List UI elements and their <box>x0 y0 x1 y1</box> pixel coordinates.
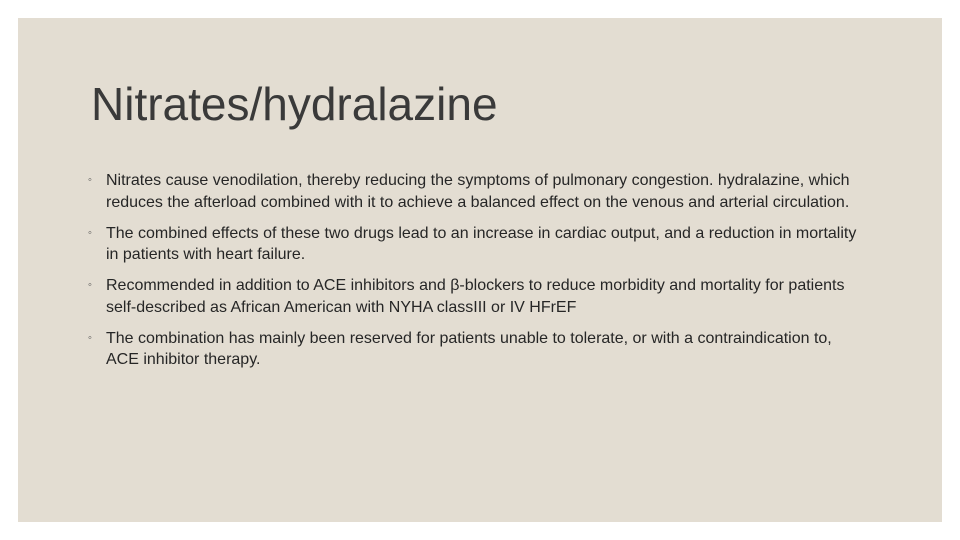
bullet-list <box>88 170 868 380</box>
bullet-item <box>88 275 868 318</box>
bullet-marker-icon: ◦ <box>88 331 92 344</box>
bullet-item <box>88 328 868 371</box>
bullet-text: The combination has mainly been reserved for patients unable to tolerate, or with a contraindication to, ACE inhibitor therapy. <box>106 329 832 368</box>
bullet-text: Recommended in addition to ACE inhibitors and β-blockers to reduce morbidity and mortality for patients self-described as African American with NYHA classIII or IV HFrEF <box>106 277 845 316</box>
bullet-item <box>88 223 868 266</box>
bullet-item <box>88 170 868 213</box>
bullet-text: The combined effects of these two drugs lead to an increase in cardiac output, and a reduction in mortality in patients with heart failure. <box>106 224 857 263</box>
bullet-text: Nitrates cause venodilation, thereby reducing the symptoms of pulmonary congestion. hydralazine, which reduces the afterload combined with it to achieve a balanced effect on the venous and arterial circulation. <box>106 172 850 211</box>
slide <box>18 18 942 522</box>
bullet-marker-icon: ◦ <box>88 226 92 239</box>
slide-title: Nitrates/hydralazine <box>91 78 498 130</box>
bullet-marker-icon: ◦ <box>88 279 92 291</box>
bullet-marker-icon: ◦ <box>88 174 92 186</box>
